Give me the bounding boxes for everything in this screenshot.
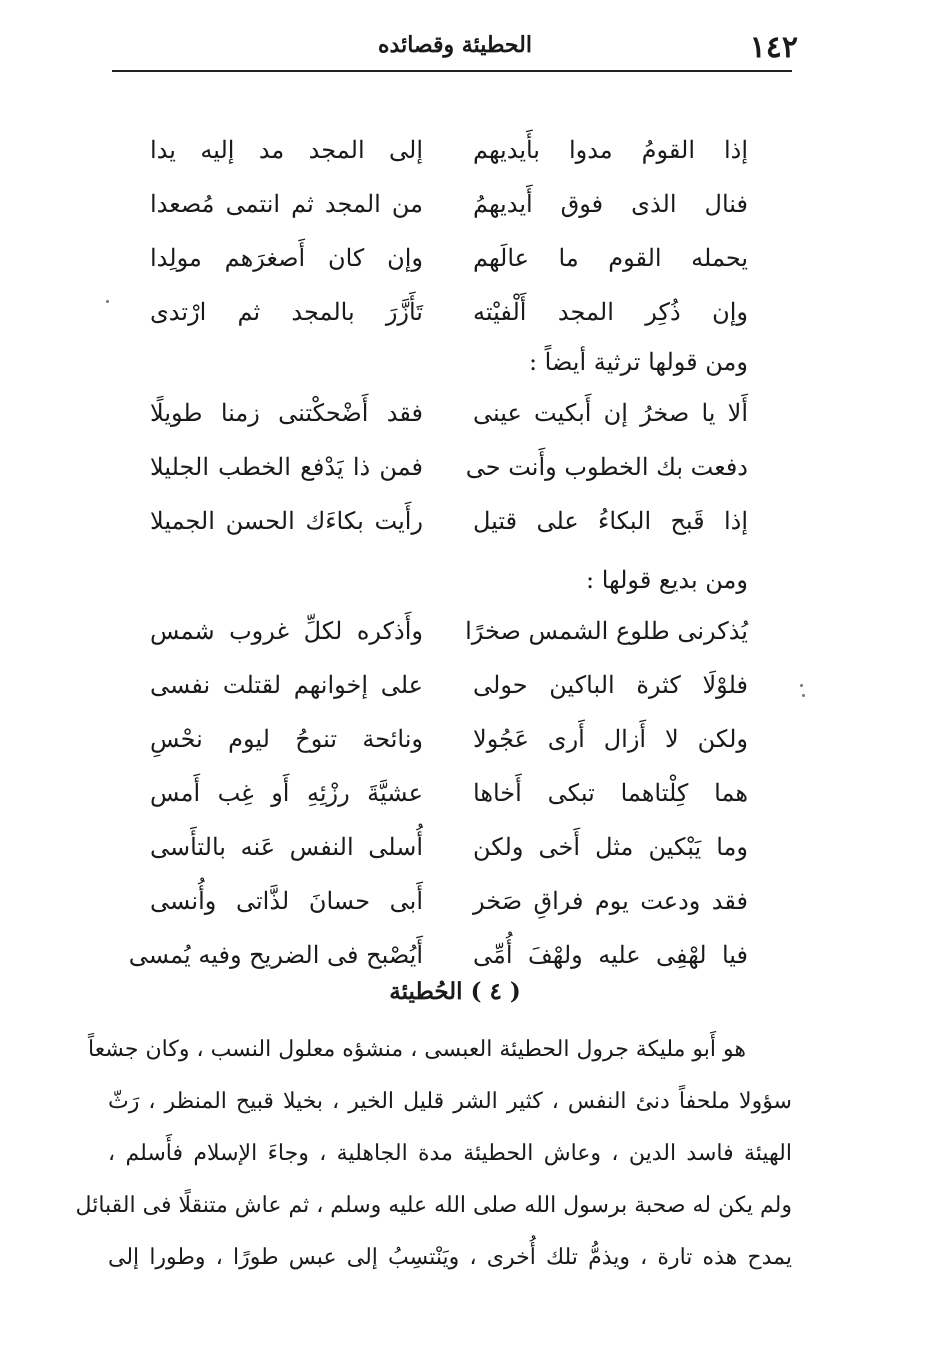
prose-line: يمدح هذه تارة ، ويذمُّ تلك أُخرى ، ويَنْتسِبُ إلى عبس طورًا ، وطورا إلى bbox=[108, 1245, 792, 1270]
intro-line-1: ومن قولها ترثية أيضاً : bbox=[528, 348, 748, 376]
verse-first-hemistich: يحمله القوم ما عالَهم bbox=[473, 244, 748, 272]
verse-first-hemistich: فيا لهْفِى عليه ولهْفَ أُمِّى bbox=[473, 941, 748, 969]
poem-1 bbox=[150, 123, 748, 339]
prose-line: سؤولا ملحفاً دنئ النفس ، كثير الشر قليل الخير ، بخيلا قبيح المنظر ، رَثّ bbox=[108, 1089, 792, 1114]
verse-first-hemistich: إذا قَبح البكاءُ على قتيل bbox=[473, 507, 748, 535]
verse bbox=[150, 874, 748, 928]
verse-first-hemistich: أَلا يا صخرُ إن أَبكيت عينى bbox=[473, 399, 748, 427]
verse-second-hemistich: رأَيت بكاءَك الحسن الجميلا bbox=[150, 507, 423, 535]
verse-first-hemistich: وإن ذُكِر المجد أَلْفيْته bbox=[473, 298, 748, 326]
verse bbox=[150, 231, 748, 285]
verse-second-hemistich: أُسلى النفس عَنه بالتأَسى bbox=[150, 833, 423, 861]
verse-second-hemistich: تَأَزَّرَ بالمجد ثم ارْتدى bbox=[150, 298, 423, 326]
verse-second-hemistich: وأَذكره لكلِّ غروب شمس bbox=[150, 617, 423, 645]
running-title: الحطيئة وقصائده bbox=[378, 32, 532, 58]
verse-first-hemistich: دفعت بك الخطوب وأَنت حى bbox=[465, 453, 748, 481]
verse-second-hemistich: على إخوانهم لقتلت نفسى bbox=[150, 671, 423, 699]
verse-second-hemistich: أَيُصْبح فى الضريح وفيه يُمسى bbox=[128, 941, 423, 969]
verse bbox=[150, 494, 748, 548]
verse bbox=[150, 712, 748, 766]
verse-first-hemistich: ولكن لا أَزال أَرى عَجُولا bbox=[473, 725, 748, 753]
print-speck bbox=[802, 694, 805, 697]
prose-line: هو أَبو مليكة جرول الحطيئة العبسى ، منشؤه معلول النسب ، وكان جشعاً bbox=[87, 1037, 746, 1062]
verse-first-hemistich: إذا القومُ مدوا بأَيديهم bbox=[473, 136, 748, 164]
verse bbox=[150, 766, 748, 820]
verse-first-hemistich: فقد ودعت يوم فراقِ صَخر bbox=[473, 887, 748, 915]
verse-second-hemistich: إلى المجد مد إليه يدا bbox=[150, 136, 423, 164]
prose-line: الهيئة فاسد الدين ، وعاش الحطيئة مدة الجاهلية ، وجاءَ الإسلام فأَسلم ، bbox=[108, 1141, 792, 1166]
prose-paragraph bbox=[75, 1024, 792, 1284]
page-header bbox=[112, 24, 798, 72]
page-number: ١٤٢ bbox=[749, 30, 798, 65]
verse-second-hemistich: ونائحة تنوحُ ليوم نحْسِ bbox=[150, 725, 423, 753]
poem-2 bbox=[150, 386, 748, 548]
verse bbox=[150, 285, 748, 339]
verse-second-hemistich: أَبى حسانَ لذَّاتى وأُنسى bbox=[150, 887, 423, 915]
verse-second-hemistich: وإن كان أَصغرَهم مولِدا bbox=[150, 244, 423, 272]
verse bbox=[150, 658, 748, 712]
verse-second-hemistich: فقد أَضْحكْتنى زمنا طويلًا bbox=[150, 399, 423, 427]
section-heading: ( ٤ ) الحُطيئة bbox=[389, 978, 521, 1005]
verse bbox=[150, 820, 748, 874]
header-rule bbox=[112, 70, 792, 72]
verse bbox=[150, 440, 748, 494]
verse bbox=[150, 386, 748, 440]
verse-first-hemistich: فلوْلَا كثرة الباكين حولى bbox=[473, 671, 748, 699]
verse-first-hemistich: يُذكرنى طلوع الشمس صخرًا bbox=[465, 617, 748, 645]
verse-first-hemistich: وما يَبْكين مثل أَخى ولكن bbox=[473, 833, 748, 861]
verse bbox=[150, 604, 748, 658]
verse-second-hemistich: عشيَّةَ رزْئِهِ أَو غِب أَمس bbox=[150, 779, 423, 807]
intro-line-2: ومن بديع قولها : bbox=[586, 566, 748, 594]
verse-first-hemistich: هما كِلْتاهما تبكى أَخاها bbox=[473, 779, 748, 807]
verse-first-hemistich: فنال الذى فوق أَيديهمُ bbox=[473, 190, 748, 218]
poem-3 bbox=[128, 604, 748, 982]
print-speck bbox=[800, 684, 803, 687]
verse bbox=[150, 177, 748, 231]
verse bbox=[150, 123, 748, 177]
verse bbox=[128, 928, 748, 982]
prose-line: ولم يكن له صحبة برسول الله صلى الله عليه وسلم ، ثم عاش متنقلًا فى القبائل bbox=[75, 1193, 792, 1218]
verse-second-hemistich: من المجد ثم انتمى مُصعدا bbox=[150, 190, 423, 218]
print-speck bbox=[106, 300, 109, 303]
verse-second-hemistich: فمن ذا يَدْفع الخطب الجليلا bbox=[150, 453, 423, 481]
